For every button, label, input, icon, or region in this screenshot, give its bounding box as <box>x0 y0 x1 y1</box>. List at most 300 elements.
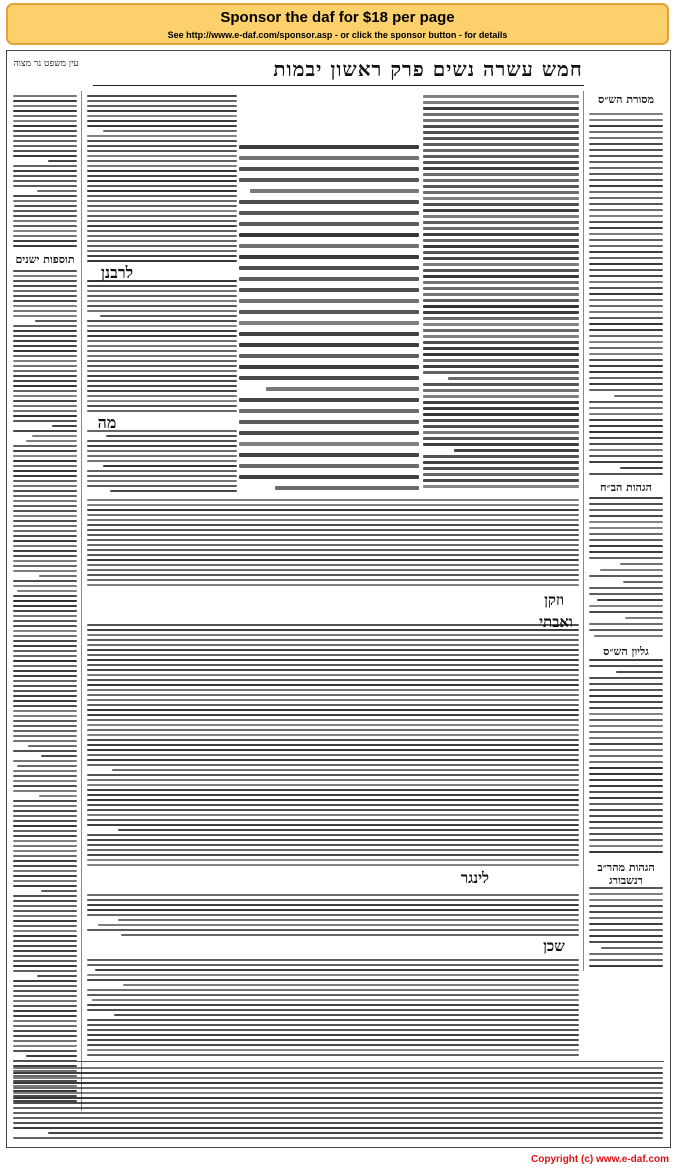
text-line <box>87 549 579 551</box>
text-line <box>13 225 77 227</box>
text-line <box>589 323 663 325</box>
text-line <box>13 815 77 817</box>
text-line <box>423 161 579 164</box>
text-line <box>13 910 77 912</box>
text-line <box>87 1034 579 1036</box>
text-line <box>239 354 419 358</box>
text-line <box>87 1039 579 1041</box>
text-line <box>239 200 419 204</box>
ein-mishpat-label: עין משפט נר מצוה <box>13 59 79 69</box>
text-line <box>423 413 579 416</box>
text-line <box>589 455 663 457</box>
text-line <box>87 674 579 676</box>
text-line <box>423 233 579 236</box>
text-line <box>239 211 419 215</box>
text-line <box>87 1004 579 1006</box>
text-line <box>589 143 663 145</box>
text-line <box>13 525 77 527</box>
text-line <box>87 649 579 651</box>
text-line <box>87 854 579 856</box>
text-line <box>13 1102 663 1104</box>
text-line <box>13 540 77 542</box>
text-line <box>239 277 419 281</box>
text-line <box>423 299 579 302</box>
text-line <box>13 1050 77 1052</box>
text-line <box>423 191 579 194</box>
text-line <box>13 455 77 457</box>
text-line <box>589 257 663 259</box>
text-line <box>13 820 77 822</box>
text-line <box>239 420 419 424</box>
text-line <box>423 419 579 422</box>
text-line <box>87 180 237 182</box>
text-line <box>87 340 237 342</box>
text-line <box>14 205 77 207</box>
text-line <box>13 105 77 107</box>
text-line <box>13 920 77 922</box>
text-line <box>589 719 663 721</box>
text-line <box>589 347 663 349</box>
text-line <box>589 215 663 217</box>
text-line <box>87 659 579 661</box>
dibbur-mah: מה <box>97 413 117 432</box>
text-line <box>13 285 77 287</box>
text-line <box>87 360 237 362</box>
text-line <box>13 945 77 947</box>
text-line <box>589 815 663 817</box>
text-line <box>13 245 77 247</box>
text-line <box>589 809 663 811</box>
text-line <box>87 210 237 212</box>
text-line <box>13 965 77 967</box>
text-line <box>87 749 579 751</box>
text-line <box>423 395 579 398</box>
text-line <box>87 375 237 377</box>
text-line <box>589 941 663 943</box>
text-line <box>13 150 77 152</box>
text-line <box>13 990 77 992</box>
text-line <box>87 305 237 307</box>
text-line <box>589 803 663 805</box>
text-line <box>87 240 237 242</box>
text-line <box>13 1025 77 1027</box>
text-line <box>13 885 77 887</box>
text-line <box>423 269 579 272</box>
text-line <box>35 320 77 322</box>
text-line <box>589 929 663 931</box>
text-line <box>13 380 77 382</box>
text-line <box>589 707 663 709</box>
text-line <box>423 293 579 296</box>
text-line <box>87 509 579 511</box>
text-line <box>13 405 77 407</box>
text-line <box>87 774 579 776</box>
text-line <box>87 405 237 407</box>
text-line <box>87 634 579 636</box>
text-line <box>13 705 77 707</box>
text-line <box>13 710 77 712</box>
text-line <box>423 359 579 362</box>
sponsor-banner[interactable] <box>6 3 669 45</box>
divider-right <box>583 91 584 971</box>
text-line <box>87 719 579 721</box>
text-line <box>87 669 579 671</box>
text-line <box>13 460 77 462</box>
text-line <box>13 600 77 602</box>
text-line <box>589 125 663 127</box>
text-line <box>620 467 663 469</box>
copyright-notice[interactable]: Copyright (c) www.e-daf.com <box>531 1154 669 1165</box>
text-line <box>13 1005 77 1007</box>
text-line <box>13 275 77 277</box>
text-line <box>239 222 419 226</box>
text-line <box>13 615 77 617</box>
text-line <box>13 905 77 907</box>
text-line <box>87 310 237 312</box>
text-line <box>423 467 579 470</box>
text-line <box>118 919 579 921</box>
text-line <box>589 773 663 775</box>
gilyon-hashas-heading: גליון הש״ס <box>603 645 649 658</box>
text-line <box>13 670 77 672</box>
text-line <box>13 1107 663 1109</box>
text-line <box>13 935 77 937</box>
text-line <box>87 450 237 452</box>
text-line <box>589 521 663 523</box>
text-line <box>13 1077 663 1079</box>
text-line <box>13 925 77 927</box>
text-line <box>87 485 237 487</box>
text-line <box>13 700 77 702</box>
text-line <box>87 225 237 227</box>
text-line <box>100 315 237 317</box>
text-line <box>13 580 77 582</box>
text-line <box>589 629 663 631</box>
text-line <box>87 809 579 811</box>
text-line <box>589 281 663 283</box>
text-line <box>239 266 419 270</box>
text-line <box>13 855 77 857</box>
text-line <box>13 1087 663 1089</box>
text-line <box>95 969 579 971</box>
text-line <box>37 190 77 192</box>
text-line <box>87 754 579 756</box>
text-line <box>13 730 77 732</box>
text-line <box>589 593 663 595</box>
text-line <box>589 851 663 853</box>
text-line <box>13 735 77 737</box>
text-line <box>87 370 237 372</box>
text-line <box>13 1092 663 1094</box>
text-line <box>423 323 579 326</box>
text-line <box>87 445 237 447</box>
text-line <box>87 569 579 571</box>
text-line <box>13 175 77 177</box>
text-line <box>13 1127 663 1129</box>
text-line <box>589 557 663 559</box>
text-line <box>239 178 419 182</box>
text-line <box>13 120 77 122</box>
text-line <box>13 480 77 482</box>
text-line <box>423 107 579 110</box>
sponsor-subtitle[interactable]: See http://www.e-daf.com/sponsor.asp - or click the sponsor button - for details <box>167 30 508 40</box>
text-line <box>423 437 579 440</box>
text-line <box>13 660 77 662</box>
text-line <box>13 1010 77 1012</box>
text-line <box>239 464 419 468</box>
text-line <box>87 894 579 896</box>
text-line <box>87 365 237 367</box>
text-line <box>13 595 77 597</box>
text-line <box>87 539 579 541</box>
text-line <box>589 893 663 895</box>
text-line <box>13 720 77 722</box>
text-line <box>423 197 579 200</box>
text-line <box>589 509 663 511</box>
text-line <box>13 140 77 142</box>
text-line <box>13 145 77 147</box>
text-line <box>454 449 579 452</box>
text-line <box>13 290 77 292</box>
text-line <box>423 245 579 248</box>
text-line <box>589 263 663 265</box>
text-line <box>87 544 579 546</box>
text-line <box>13 180 77 182</box>
text-line <box>13 560 77 562</box>
text-line <box>589 833 663 835</box>
text-line <box>589 623 663 625</box>
text-line <box>13 860 77 862</box>
text-line <box>589 473 663 475</box>
text-line <box>423 143 579 146</box>
text-line <box>13 235 77 237</box>
text-line <box>589 461 663 463</box>
text-line <box>87 160 237 162</box>
text-line <box>239 409 419 413</box>
text-line <box>589 425 663 427</box>
text-line <box>87 724 579 726</box>
text-line <box>87 899 579 901</box>
text-line <box>103 130 237 132</box>
text-line <box>423 311 579 314</box>
text-line <box>589 665 663 667</box>
text-line <box>87 909 579 911</box>
text-line <box>13 800 77 802</box>
text-line <box>589 959 663 961</box>
footnotes <box>13 1065 663 1143</box>
text-line <box>13 135 77 137</box>
text-line <box>589 341 663 343</box>
text-line <box>423 365 579 368</box>
text-line <box>13 450 77 452</box>
text-line <box>123 984 579 986</box>
text-line <box>13 330 77 332</box>
text-line <box>589 791 663 793</box>
text-line <box>13 1000 77 1002</box>
text-line <box>17 765 77 767</box>
text-line <box>13 870 77 872</box>
text-line <box>13 300 77 302</box>
masoret-hashas-label: מסורת הש״ס <box>597 93 655 106</box>
text-line <box>87 165 237 167</box>
text-line <box>589 713 663 715</box>
text-line <box>589 905 663 907</box>
text-line <box>87 839 579 841</box>
text-line <box>87 205 237 207</box>
text-line <box>423 341 579 344</box>
text-line <box>13 630 77 632</box>
text-line <box>589 155 663 157</box>
text-line <box>13 410 77 412</box>
text-line <box>13 695 77 697</box>
dibbur-shaken: שכן <box>543 937 565 955</box>
text-line <box>13 880 77 882</box>
text-line <box>239 288 419 292</box>
text-line <box>589 839 663 841</box>
text-line <box>87 380 237 382</box>
text-line <box>13 220 77 222</box>
text-line <box>13 305 77 307</box>
text-line <box>589 383 663 385</box>
text-line <box>589 161 663 163</box>
text-line <box>239 475 419 479</box>
text-line <box>13 115 77 117</box>
text-line <box>13 515 77 517</box>
gemara-text <box>239 143 419 493</box>
text-line <box>87 350 237 352</box>
text-line <box>87 784 579 786</box>
text-line <box>13 900 77 902</box>
text-line <box>13 620 77 622</box>
tosafot-yeshanim-heading: תוספות ישנים <box>15 253 75 266</box>
text-line <box>13 940 77 942</box>
text-line <box>13 510 77 512</box>
text-line <box>13 750 77 752</box>
text-line <box>239 431 419 435</box>
text-line <box>87 709 579 711</box>
text-line <box>13 95 77 97</box>
text-line <box>26 1055 77 1057</box>
dibbur-leyngar: לינגר <box>460 869 490 887</box>
text-line <box>87 235 237 237</box>
talmud-page <box>6 50 671 1148</box>
text-line <box>13 865 77 867</box>
text-line <box>423 335 579 338</box>
text-line <box>87 190 237 192</box>
text-line <box>589 449 663 451</box>
text-line <box>589 245 663 247</box>
text-line <box>87 1024 579 1026</box>
text-line <box>13 1072 663 1074</box>
text-line <box>13 655 77 657</box>
text-line <box>423 329 579 332</box>
text-line <box>114 1014 579 1016</box>
sponsor-title: Sponsor the daf for $18 per page <box>220 9 455 26</box>
text-line <box>87 120 237 122</box>
text-line <box>13 395 77 397</box>
text-line <box>13 715 77 717</box>
text-line <box>423 257 579 260</box>
text-line <box>13 315 77 317</box>
text-line <box>17 590 77 592</box>
text-line <box>110 490 237 492</box>
page-title: חמש עשרה נשים פרק ראשון יבמות <box>273 57 583 81</box>
text-line <box>423 131 579 134</box>
header-rule <box>93 85 584 86</box>
text-line <box>589 725 663 727</box>
text-line <box>448 377 579 380</box>
text-line <box>589 965 663 967</box>
text-line <box>13 555 77 557</box>
text-line <box>87 684 579 686</box>
text-line <box>589 131 663 133</box>
text-line <box>13 570 77 572</box>
text-line <box>13 1097 663 1099</box>
text-line <box>589 203 663 205</box>
divider-left <box>81 91 82 1111</box>
text-line <box>13 1067 663 1069</box>
text-line <box>87 759 579 761</box>
text-line <box>87 834 579 836</box>
text-line <box>87 260 237 262</box>
text-line <box>589 305 663 307</box>
text-line <box>87 285 237 287</box>
text-line <box>87 195 237 197</box>
text-line <box>589 317 663 319</box>
text-line <box>87 1029 579 1031</box>
right-margin-column <box>589 93 663 973</box>
text-line <box>13 725 77 727</box>
text-line <box>13 130 77 132</box>
text-line <box>423 479 579 482</box>
text-line <box>423 95 579 98</box>
text-line <box>87 779 579 781</box>
text-line <box>13 875 77 877</box>
text-line <box>13 775 77 777</box>
text-line <box>13 740 77 742</box>
text-line <box>423 389 579 392</box>
text-line <box>239 442 419 446</box>
text-line <box>87 964 579 966</box>
text-line <box>423 215 579 218</box>
text-line <box>589 689 663 691</box>
text-line <box>13 645 77 647</box>
text-line <box>625 617 663 619</box>
text-line <box>616 671 663 673</box>
text-line <box>32 435 77 437</box>
footnote-rule <box>13 1061 664 1062</box>
text-line <box>87 335 237 337</box>
text-line <box>589 503 663 505</box>
text-line <box>87 524 579 526</box>
text-line <box>13 465 77 467</box>
text-line <box>13 365 77 367</box>
text-line <box>13 500 77 502</box>
text-line <box>13 1040 77 1042</box>
text-line <box>13 565 77 567</box>
text-line <box>589 239 663 241</box>
text-line <box>589 233 663 235</box>
text-line <box>589 251 663 253</box>
text-line <box>103 465 237 467</box>
lower-commentary <box>87 497 579 1057</box>
text-line <box>589 845 663 847</box>
text-line <box>13 155 77 157</box>
text-line <box>87 804 579 806</box>
hagahot-habach-heading: הגהות הב״ח <box>600 481 652 494</box>
text-line <box>423 119 579 122</box>
text-line <box>620 563 663 565</box>
